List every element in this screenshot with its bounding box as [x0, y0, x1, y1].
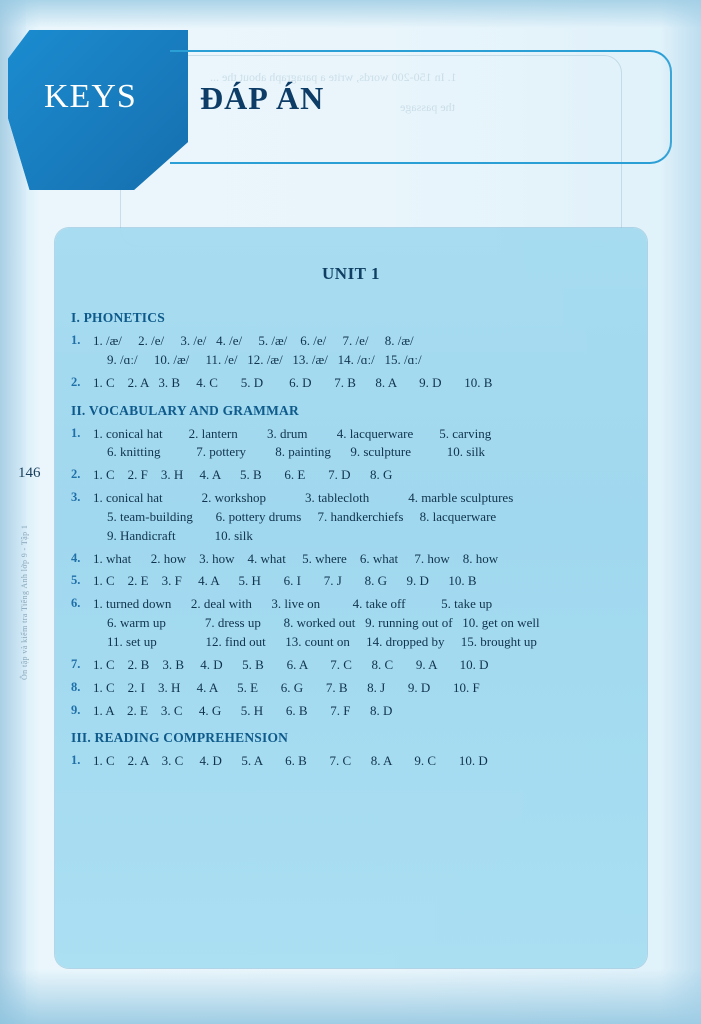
answer-number: 2.	[71, 374, 81, 389]
section-heading: III. READING COMPREHENSION	[71, 730, 289, 746]
answer-row	[65, 679, 637, 698]
answer-line: 1. /æ/ 2. /e/ 3. /e/ 4. /e/ 5. /æ/ 6. /e/ 7. /e/ 8. /æ/	[93, 333, 414, 348]
answer-row	[65, 550, 637, 569]
answer-line: 9. /ɑː/ 10. /æ/ 11. /e/ 12. /æ/ 13. /æ/ 14. /ɑː/ 15. /ɑː/	[107, 351, 422, 367]
scan-shadow-bottom	[0, 969, 701, 1024]
answer-row	[65, 656, 637, 675]
answer-row	[65, 489, 637, 546]
keys-label: KEYS	[44, 78, 137, 115]
answer-number: 3.	[71, 490, 81, 505]
answer-body	[93, 595, 637, 652]
answer-body	[93, 656, 637, 675]
section-heading: II. VOCABULARY AND GRAMMAR	[71, 402, 299, 418]
answer-body	[93, 466, 637, 485]
answer-row	[65, 595, 637, 652]
answer-body	[93, 550, 637, 569]
answer-body	[93, 374, 637, 393]
answer-number: 8.	[71, 679, 81, 694]
answer-body	[93, 752, 637, 771]
answer-line: 1. A 2. E 3. C 4. G 5. H 6. B 7. F 8. D	[93, 702, 393, 718]
answer-number: 5.	[71, 573, 81, 588]
answer-body	[93, 679, 637, 698]
section-heading: I. PHONETICS	[71, 310, 165, 325]
answer-line: 1. turned down 2. deal with 3. live on 4. take off 5. take up	[93, 596, 493, 612]
answer-line: 11. set up 12. find out 13. count on 14. dropped by 15. brought up	[107, 633, 537, 649]
scan-shadow-top	[0, 0, 701, 28]
answer-line: 1. what 2. how 3. how 4. what 5. where 6. what 7. how 8. how	[93, 550, 499, 566]
answer-line: 1. conical hat 2. lantern 3. drum 4. lacquerware 5. carving	[93, 425, 492, 441]
answer-row	[65, 466, 637, 485]
answers-content	[55, 228, 647, 968]
answer-line: 6. warm up 7. dress up 8. worked out 9. running out of 10. get on well	[107, 615, 540, 631]
answer-line: 1. C 2. A 3. C 4. D 5. A 6. B 7. C 8. A 9. C 10. D	[93, 753, 488, 769]
page-number: 146	[18, 465, 41, 481]
answer-line: 1. C 2. A 3. B 4. C 5. D 6. D 7. B 8. A 9. D 10. B	[93, 374, 493, 390]
answer-body	[93, 489, 637, 546]
answer-number: 1.	[71, 425, 81, 440]
spine-label: Ôn tập và kiểm tra Tiếng Anh lớp 9 - Tập 1	[20, 524, 29, 680]
answer-row	[65, 752, 637, 771]
answer-line: 1. C 2. I 3. H 4. A 5. E 6. G 7. B 8. J 9. D 10. F	[93, 679, 480, 695]
bleedthrough-line-1: 1. In 150-200 words, write a paragraph about the ...	[210, 70, 457, 84]
answer-row	[65, 702, 637, 721]
answer-body	[93, 572, 637, 591]
answer-body	[93, 425, 637, 463]
answer-line: 1. conical hat 2. workshop 3. tablecloth 4. marble sculptures	[93, 490, 514, 506]
answer-row	[65, 374, 637, 393]
answer-number: 1.	[71, 753, 81, 768]
answer-number: 9.	[71, 702, 81, 717]
answer-row	[65, 332, 637, 370]
answer-line: 1. C 2. B 3. B 4. D 5. B 6. A 7. C 8. C 9. A 10. D	[93, 656, 489, 672]
answer-row	[65, 572, 637, 591]
answer-sections	[65, 300, 637, 775]
bleedthrough-line-2: the passage	[400, 100, 455, 114]
answer-number: 4.	[71, 550, 81, 565]
answer-line: 9. Handicraft 10. silk	[107, 527, 253, 543]
answer-line: 5. team-building 6. pottery drums 7. handkerchiefs 8. lacquerware	[107, 508, 497, 524]
answer-number: 2.	[71, 467, 81, 482]
answer-body	[93, 332, 637, 370]
answer-number: 7.	[71, 656, 81, 671]
answer-line: 6. knitting 7. pottery 8. painting 9. sculpture 10. silk	[107, 444, 486, 460]
answer-row	[65, 425, 637, 463]
unit-title: UNIT 1	[322, 264, 380, 283]
answer-line: 1. C 2. E 3. F 4. A 5. H 6. I 7. J 8. G 9. D 10. B	[93, 573, 477, 589]
answer-line: 1. C 2. F 3. H 4. A 5. B 6. E 7. D 8. G	[93, 467, 393, 483]
answer-body	[93, 702, 637, 721]
answer-number: 6.	[71, 596, 81, 611]
answer-number: 1.	[71, 333, 81, 347]
page-title: ĐÁP ÁN	[200, 80, 325, 116]
